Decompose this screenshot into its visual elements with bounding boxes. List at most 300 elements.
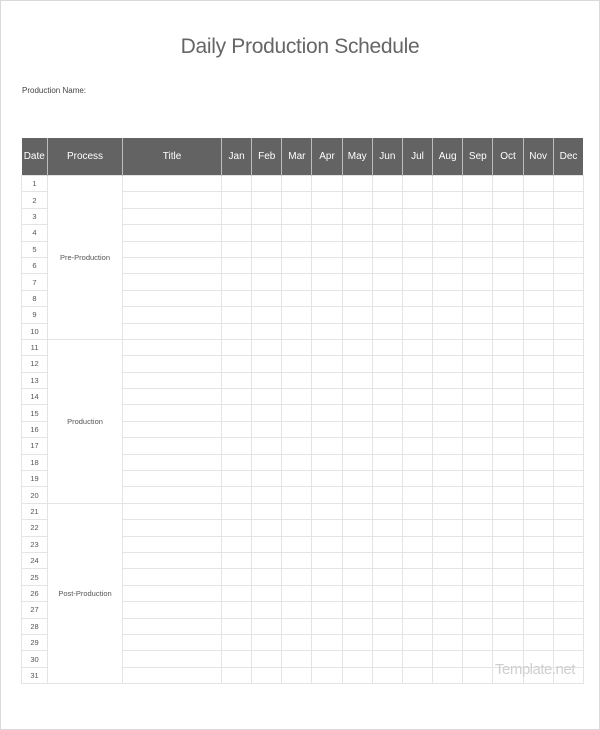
month-cell[interactable]: [402, 405, 432, 421]
month-cell[interactable]: [523, 307, 553, 323]
month-cell[interactable]: [342, 634, 372, 650]
month-cell[interactable]: [312, 520, 342, 536]
month-cell[interactable]: [493, 421, 523, 437]
month-cell[interactable]: [342, 307, 372, 323]
month-cell[interactable]: [312, 487, 342, 503]
month-cell[interactable]: [402, 667, 432, 683]
month-cell[interactable]: [433, 585, 463, 601]
month-cell[interactable]: [372, 405, 402, 421]
month-cell[interactable]: [342, 421, 372, 437]
month-cell[interactable]: [342, 241, 372, 257]
month-cell[interactable]: [342, 290, 372, 306]
month-cell[interactable]: [252, 290, 282, 306]
month-cell[interactable]: [493, 438, 523, 454]
month-cell[interactable]: [342, 405, 372, 421]
month-cell[interactable]: [402, 618, 432, 634]
month-cell[interactable]: [433, 569, 463, 585]
month-cell[interactable]: [402, 176, 432, 192]
month-cell[interactable]: [372, 307, 402, 323]
month-cell[interactable]: [372, 454, 402, 470]
month-cell[interactable]: [372, 651, 402, 667]
title-cell[interactable]: [123, 405, 222, 421]
month-cell[interactable]: [523, 372, 553, 388]
month-cell[interactable]: [553, 176, 583, 192]
month-cell[interactable]: [402, 389, 432, 405]
month-cell[interactable]: [402, 471, 432, 487]
month-cell[interactable]: [523, 241, 553, 257]
month-cell[interactable]: [372, 339, 402, 355]
month-cell[interactable]: [342, 536, 372, 552]
month-cell[interactable]: [553, 634, 583, 650]
month-cell[interactable]: [463, 471, 493, 487]
month-cell[interactable]: [312, 307, 342, 323]
month-cell[interactable]: [282, 454, 312, 470]
month-cell[interactable]: [372, 274, 402, 290]
month-cell[interactable]: [252, 454, 282, 470]
month-cell[interactable]: [493, 405, 523, 421]
month-cell[interactable]: [463, 520, 493, 536]
month-cell[interactable]: [493, 454, 523, 470]
month-cell[interactable]: [433, 618, 463, 634]
month-cell[interactable]: [523, 339, 553, 355]
month-cell[interactable]: [282, 389, 312, 405]
month-cell[interactable]: [252, 651, 282, 667]
month-cell[interactable]: [523, 421, 553, 437]
month-cell[interactable]: [402, 356, 432, 372]
month-cell[interactable]: [463, 667, 493, 683]
month-cell[interactable]: [342, 257, 372, 273]
month-cell[interactable]: [463, 176, 493, 192]
month-cell[interactable]: [463, 618, 493, 634]
month-cell[interactable]: [222, 225, 252, 241]
month-cell[interactable]: [342, 438, 372, 454]
month-cell[interactable]: [222, 618, 252, 634]
month-cell[interactable]: [433, 536, 463, 552]
month-cell[interactable]: [342, 651, 372, 667]
month-cell[interactable]: [402, 307, 432, 323]
month-cell[interactable]: [493, 471, 523, 487]
month-cell[interactable]: [342, 323, 372, 339]
month-cell[interactable]: [342, 208, 372, 224]
month-cell[interactable]: [523, 503, 553, 519]
month-cell[interactable]: [553, 225, 583, 241]
month-cell[interactable]: [523, 225, 553, 241]
month-cell[interactable]: [493, 176, 523, 192]
month-cell[interactable]: [493, 503, 523, 519]
month-cell[interactable]: [523, 552, 553, 568]
month-cell[interactable]: [463, 602, 493, 618]
title-cell[interactable]: [123, 176, 222, 192]
month-cell[interactable]: [282, 241, 312, 257]
month-cell[interactable]: [553, 307, 583, 323]
month-cell[interactable]: [493, 552, 523, 568]
month-cell[interactable]: [433, 241, 463, 257]
month-cell[interactable]: [252, 274, 282, 290]
month-cell[interactable]: [312, 454, 342, 470]
month-cell[interactable]: [222, 208, 252, 224]
month-cell[interactable]: [523, 602, 553, 618]
month-cell[interactable]: [402, 585, 432, 601]
month-cell[interactable]: [312, 405, 342, 421]
month-cell[interactable]: [433, 634, 463, 650]
month-cell[interactable]: [222, 667, 252, 683]
month-cell[interactable]: [402, 651, 432, 667]
month-cell[interactable]: [222, 536, 252, 552]
month-cell[interactable]: [222, 602, 252, 618]
month-cell[interactable]: [342, 389, 372, 405]
month-cell[interactable]: [282, 307, 312, 323]
month-cell[interactable]: [312, 667, 342, 683]
month-cell[interactable]: [252, 421, 282, 437]
month-cell[interactable]: [553, 536, 583, 552]
month-cell[interactable]: [463, 290, 493, 306]
month-cell[interactable]: [402, 241, 432, 257]
month-cell[interactable]: [553, 569, 583, 585]
month-cell[interactable]: [523, 274, 553, 290]
month-cell[interactable]: [433, 323, 463, 339]
month-cell[interactable]: [372, 356, 402, 372]
month-cell[interactable]: [463, 257, 493, 273]
title-cell[interactable]: [123, 618, 222, 634]
month-cell[interactable]: [493, 487, 523, 503]
month-cell[interactable]: [372, 667, 402, 683]
title-cell[interactable]: [123, 634, 222, 650]
month-cell[interactable]: [312, 634, 342, 650]
month-cell[interactable]: [222, 421, 252, 437]
title-cell[interactable]: [123, 323, 222, 339]
month-cell[interactable]: [252, 225, 282, 241]
month-cell[interactable]: [312, 602, 342, 618]
month-cell[interactable]: [282, 274, 312, 290]
month-cell[interactable]: [433, 520, 463, 536]
month-cell[interactable]: [372, 389, 402, 405]
title-cell[interactable]: [123, 602, 222, 618]
month-cell[interactable]: [463, 651, 493, 667]
month-cell[interactable]: [553, 372, 583, 388]
month-cell[interactable]: [252, 536, 282, 552]
month-cell[interactable]: [222, 290, 252, 306]
month-cell[interactable]: [463, 552, 493, 568]
month-cell[interactable]: [312, 323, 342, 339]
month-cell[interactable]: [553, 503, 583, 519]
month-cell[interactable]: [342, 487, 372, 503]
month-cell[interactable]: [342, 552, 372, 568]
month-cell[interactable]: [372, 225, 402, 241]
month-cell[interactable]: [433, 176, 463, 192]
month-cell[interactable]: [342, 471, 372, 487]
month-cell[interactable]: [523, 192, 553, 208]
month-cell[interactable]: [342, 667, 372, 683]
month-cell[interactable]: [463, 569, 493, 585]
month-cell[interactable]: [282, 257, 312, 273]
month-cell[interactable]: [372, 520, 402, 536]
month-cell[interactable]: [433, 356, 463, 372]
month-cell[interactable]: [402, 421, 432, 437]
month-cell[interactable]: [553, 274, 583, 290]
month-cell[interactable]: [433, 552, 463, 568]
month-cell[interactable]: [372, 569, 402, 585]
month-cell[interactable]: [252, 667, 282, 683]
month-cell[interactable]: [523, 389, 553, 405]
month-cell[interactable]: [433, 667, 463, 683]
month-cell[interactable]: [342, 192, 372, 208]
month-cell[interactable]: [252, 208, 282, 224]
month-cell[interactable]: [252, 356, 282, 372]
month-cell[interactable]: [252, 257, 282, 273]
month-cell[interactable]: [523, 487, 553, 503]
month-cell[interactable]: [463, 634, 493, 650]
month-cell[interactable]: [252, 339, 282, 355]
month-cell[interactable]: [222, 192, 252, 208]
month-cell[interactable]: [523, 471, 553, 487]
month-cell[interactable]: [372, 471, 402, 487]
month-cell[interactable]: [523, 536, 553, 552]
month-cell[interactable]: [402, 225, 432, 241]
month-cell[interactable]: [222, 651, 252, 667]
month-cell[interactable]: [342, 503, 372, 519]
title-cell[interactable]: [123, 356, 222, 372]
month-cell[interactable]: [282, 651, 312, 667]
month-cell[interactable]: [312, 569, 342, 585]
month-cell[interactable]: [342, 618, 372, 634]
month-cell[interactable]: [372, 241, 402, 257]
month-cell[interactable]: [463, 225, 493, 241]
month-cell[interactable]: [523, 405, 553, 421]
month-cell[interactable]: [433, 307, 463, 323]
month-cell[interactable]: [463, 536, 493, 552]
month-cell[interactable]: [402, 323, 432, 339]
title-cell[interactable]: [123, 208, 222, 224]
month-cell[interactable]: [282, 323, 312, 339]
title-cell[interactable]: [123, 274, 222, 290]
month-cell[interactable]: [493, 372, 523, 388]
month-cell[interactable]: [553, 585, 583, 601]
month-cell[interactable]: [523, 356, 553, 372]
month-cell[interactable]: [252, 241, 282, 257]
month-cell[interactable]: [252, 552, 282, 568]
month-cell[interactable]: [402, 290, 432, 306]
month-cell[interactable]: [312, 503, 342, 519]
month-cell[interactable]: [553, 405, 583, 421]
month-cell[interactable]: [222, 356, 252, 372]
month-cell[interactable]: [252, 176, 282, 192]
month-cell[interactable]: [372, 438, 402, 454]
month-cell[interactable]: [402, 208, 432, 224]
month-cell[interactable]: [372, 634, 402, 650]
month-cell[interactable]: [252, 323, 282, 339]
month-cell[interactable]: [493, 307, 523, 323]
month-cell[interactable]: [402, 274, 432, 290]
month-cell[interactable]: [282, 208, 312, 224]
month-cell[interactable]: [252, 405, 282, 421]
month-cell[interactable]: [523, 290, 553, 306]
month-cell[interactable]: [282, 438, 312, 454]
month-cell[interactable]: [433, 454, 463, 470]
month-cell[interactable]: [523, 176, 553, 192]
month-cell[interactable]: [463, 372, 493, 388]
month-cell[interactable]: [493, 241, 523, 257]
month-cell[interactable]: [252, 503, 282, 519]
month-cell[interactable]: [523, 618, 553, 634]
month-cell[interactable]: [342, 372, 372, 388]
month-cell[interactable]: [433, 438, 463, 454]
month-cell[interactable]: [312, 257, 342, 273]
month-cell[interactable]: [372, 503, 402, 519]
month-cell[interactable]: [282, 487, 312, 503]
month-cell[interactable]: [312, 389, 342, 405]
title-cell[interactable]: [123, 225, 222, 241]
month-cell[interactable]: [523, 323, 553, 339]
month-cell[interactable]: [463, 307, 493, 323]
month-cell[interactable]: [553, 438, 583, 454]
month-cell[interactable]: [463, 421, 493, 437]
month-cell[interactable]: [372, 208, 402, 224]
month-cell[interactable]: [282, 176, 312, 192]
month-cell[interactable]: [402, 487, 432, 503]
month-cell[interactable]: [493, 339, 523, 355]
title-cell[interactable]: [123, 339, 222, 355]
month-cell[interactable]: [433, 274, 463, 290]
month-cell[interactable]: [222, 405, 252, 421]
month-cell[interactable]: [282, 339, 312, 355]
month-cell[interactable]: [312, 176, 342, 192]
month-cell[interactable]: [553, 602, 583, 618]
month-cell[interactable]: [252, 602, 282, 618]
month-cell[interactable]: [282, 471, 312, 487]
month-cell[interactable]: [342, 225, 372, 241]
month-cell[interactable]: [433, 602, 463, 618]
month-cell[interactable]: [312, 552, 342, 568]
month-cell[interactable]: [342, 339, 372, 355]
month-cell[interactable]: [252, 192, 282, 208]
month-cell[interactable]: [312, 290, 342, 306]
month-cell[interactable]: [433, 192, 463, 208]
month-cell[interactable]: [553, 290, 583, 306]
month-cell[interactable]: [523, 454, 553, 470]
month-cell[interactable]: [252, 471, 282, 487]
month-cell[interactable]: [222, 176, 252, 192]
month-cell[interactable]: [282, 421, 312, 437]
month-cell[interactable]: [282, 503, 312, 519]
month-cell[interactable]: [252, 389, 282, 405]
month-cell[interactable]: [222, 307, 252, 323]
month-cell[interactable]: [252, 372, 282, 388]
title-cell[interactable]: [123, 192, 222, 208]
month-cell[interactable]: [493, 585, 523, 601]
month-cell[interactable]: [312, 585, 342, 601]
month-cell[interactable]: [342, 454, 372, 470]
month-cell[interactable]: [402, 536, 432, 552]
title-cell[interactable]: [123, 503, 222, 519]
month-cell[interactable]: [372, 192, 402, 208]
month-cell[interactable]: [433, 471, 463, 487]
month-cell[interactable]: [463, 356, 493, 372]
month-cell[interactable]: [372, 552, 402, 568]
month-cell[interactable]: [282, 602, 312, 618]
month-cell[interactable]: [553, 487, 583, 503]
month-cell[interactable]: [553, 618, 583, 634]
month-cell[interactable]: [372, 323, 402, 339]
month-cell[interactable]: [523, 438, 553, 454]
month-cell[interactable]: [433, 421, 463, 437]
month-cell[interactable]: [553, 339, 583, 355]
month-cell[interactable]: [372, 585, 402, 601]
month-cell[interactable]: [282, 618, 312, 634]
month-cell[interactable]: [402, 192, 432, 208]
month-cell[interactable]: [312, 651, 342, 667]
title-cell[interactable]: [123, 585, 222, 601]
month-cell[interactable]: [312, 208, 342, 224]
month-cell[interactable]: [342, 176, 372, 192]
month-cell[interactable]: [433, 257, 463, 273]
month-cell[interactable]: [282, 356, 312, 372]
month-cell[interactable]: [282, 372, 312, 388]
month-cell[interactable]: [372, 290, 402, 306]
month-cell[interactable]: [342, 274, 372, 290]
month-cell[interactable]: [493, 323, 523, 339]
month-cell[interactable]: [493, 520, 523, 536]
month-cell[interactable]: [222, 585, 252, 601]
month-cell[interactable]: [282, 667, 312, 683]
month-cell[interactable]: [372, 487, 402, 503]
month-cell[interactable]: [493, 569, 523, 585]
title-cell[interactable]: [123, 487, 222, 503]
month-cell[interactable]: [342, 602, 372, 618]
month-cell[interactable]: [372, 372, 402, 388]
month-cell[interactable]: [553, 421, 583, 437]
month-cell[interactable]: [372, 176, 402, 192]
month-cell[interactable]: [553, 356, 583, 372]
month-cell[interactable]: [463, 274, 493, 290]
month-cell[interactable]: [222, 552, 252, 568]
month-cell[interactable]: [493, 257, 523, 273]
month-cell[interactable]: [222, 257, 252, 273]
month-cell[interactable]: [463, 405, 493, 421]
month-cell[interactable]: [433, 503, 463, 519]
month-cell[interactable]: [523, 208, 553, 224]
month-cell[interactable]: [222, 503, 252, 519]
month-cell[interactable]: [222, 323, 252, 339]
month-cell[interactable]: [222, 454, 252, 470]
month-cell[interactable]: [372, 602, 402, 618]
month-cell[interactable]: [553, 192, 583, 208]
month-cell[interactable]: [252, 307, 282, 323]
month-cell[interactable]: [282, 536, 312, 552]
month-cell[interactable]: [342, 569, 372, 585]
month-cell[interactable]: [312, 225, 342, 241]
month-cell[interactable]: [553, 520, 583, 536]
month-cell[interactable]: [433, 339, 463, 355]
month-cell[interactable]: [402, 454, 432, 470]
month-cell[interactable]: [282, 225, 312, 241]
month-cell[interactable]: [523, 585, 553, 601]
month-cell[interactable]: [282, 290, 312, 306]
title-cell[interactable]: [123, 552, 222, 568]
month-cell[interactable]: [433, 389, 463, 405]
title-cell[interactable]: [123, 471, 222, 487]
month-cell[interactable]: [222, 634, 252, 650]
month-cell[interactable]: [342, 585, 372, 601]
month-cell[interactable]: [282, 569, 312, 585]
month-cell[interactable]: [553, 552, 583, 568]
month-cell[interactable]: [493, 208, 523, 224]
month-cell[interactable]: [433, 225, 463, 241]
month-cell[interactable]: [402, 520, 432, 536]
month-cell[interactable]: [312, 274, 342, 290]
month-cell[interactable]: [463, 487, 493, 503]
month-cell[interactable]: [312, 339, 342, 355]
title-cell[interactable]: [123, 307, 222, 323]
